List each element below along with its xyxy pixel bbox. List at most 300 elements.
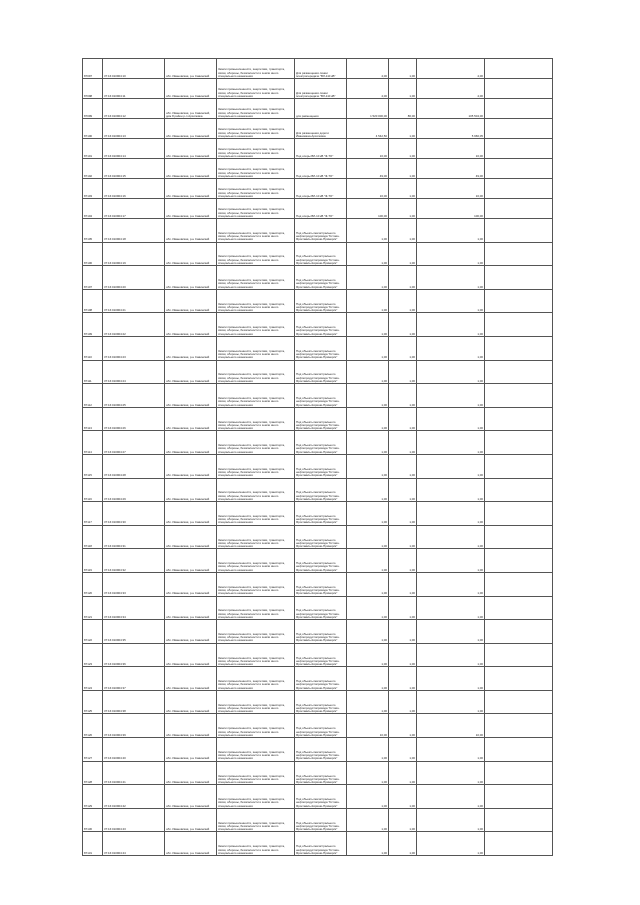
coefficient-cell: 1,00 [389, 79, 417, 99]
permitted-use-cell: Под объекты магистрального нефтепродуктопровода "Кстово-Ярославль-Кириши-Приморск" [295, 454, 347, 478]
permitted-use-cell: Под объекты магистрального нефтепродуктопровода "Кстово-Ярославль-Кириши-Приморск" [295, 525, 347, 549]
area-cell: 4,00 [347, 59, 389, 79]
cadastral-value-cell: 1,00 [417, 266, 485, 290]
coefficient-cell: 1,00 [389, 336, 417, 360]
land-category-cell: Земли промышленности, энергетики, транспорта, связи, обороны, безопасности и земли иного специального назначения [217, 139, 295, 159]
coefficient-cell: 1,00 [389, 360, 417, 384]
cadastral-number-cell: 37:16:010904:36 [103, 643, 165, 667]
table-row [83, 384, 553, 408]
cadastral-number-cell: 37:16:010904:15 [103, 159, 165, 179]
area-cell: 1,00 [347, 454, 389, 478]
record-number-cell: 87126 [83, 714, 103, 738]
empty-cell [485, 572, 553, 596]
area-cell: 1,00 [347, 761, 389, 785]
empty-cell [485, 139, 553, 159]
coefficient-cell: 1,00 [389, 59, 417, 79]
coefficient-cell: 1,00 [389, 596, 417, 620]
address-cell: обл. Ивановская, р-н Савинский [165, 502, 217, 526]
permitted-use-cell: Под объекты магистрального нефтепродуктопровода "Кстово-Ярославль-Кириши-Приморск" [295, 832, 347, 856]
record-number-cell: 87101 [83, 139, 103, 159]
area-cell: 1,00 [347, 525, 389, 549]
cadastral-number-cell: 37:16:010904:32 [103, 549, 165, 573]
cadastral-value-cell: 10,00 [417, 714, 485, 738]
coefficient-cell: 1,00 [389, 832, 417, 856]
cadastral-value-cell: 1,00 [417, 549, 485, 573]
permitted-use-cell: Под объекты магистрального нефтепродуктопровода "Кстово-Ярославль-Кириши-Приморск" [295, 289, 347, 313]
coefficient-cell: 1,00 [389, 266, 417, 290]
record-number-cell: 87099 [83, 99, 103, 119]
cadastral-number-cell: 37:16:010904:17 [103, 199, 165, 219]
area-cell: 1,00 [347, 785, 389, 809]
coefficient-cell: 1,00 [389, 525, 417, 549]
area-cell: 1,00 [347, 502, 389, 526]
permitted-use-cell: Под объекты магистрального нефтепродуктопровода "Кстово-Ярославль-Кириши-Приморск" [295, 266, 347, 290]
cadastral-number-cell: 37:16:010904:20 [103, 266, 165, 290]
address-cell: обл. Ивановская, р-н Савинский [165, 478, 217, 502]
cadastral-value-cell: 1,00 [417, 384, 485, 408]
land-category-cell: Земли промышленности, энергетики, транспорта, связи, обороны, безопасности и земли иного специального назначения [217, 289, 295, 313]
table-row [83, 431, 553, 455]
record-number-cell: 87113 [83, 407, 103, 431]
coefficient-cell: 1,00 [389, 199, 417, 219]
cadastral-number-cell: 37:16:010904:22 [103, 313, 165, 337]
land-category-cell: Земли промышленности, энергетики, транспорта, связи, обороны, безопасности и земли иного специального назначения [217, 407, 295, 431]
coefficient-cell: 1,00 [389, 159, 417, 179]
area-cell: 4 542,50 [347, 119, 389, 139]
coefficient-cell: 1,00 [389, 219, 417, 243]
table-row [83, 360, 553, 384]
land-category-cell: Земли промышленности, энергетики, транспорта, связи, обороны, безопасности и земли иного специального назначения [217, 119, 295, 139]
table-row [83, 119, 553, 139]
land-category-cell: Земли промышленности, энергетики, транспорта, связи, обороны, безопасности и земли иного специального назначения [217, 643, 295, 667]
record-number-cell: 87114 [83, 431, 103, 455]
empty-cell [485, 643, 553, 667]
cadastral-number-cell: 37:16:010904:27 [103, 431, 165, 455]
address-cell: обл. Ивановская, р-н Савинский [165, 59, 217, 79]
record-number-cell: 87130 [83, 808, 103, 832]
empty-cell [485, 478, 553, 502]
cadastral-number-cell: 37:16:010904:37 [103, 667, 165, 691]
record-number-cell: 87110 [83, 336, 103, 360]
empty-cell [485, 242, 553, 266]
cadastral-value-cell: 1,00 [417, 336, 485, 360]
record-number-cell: 87098 [83, 79, 103, 99]
record-number-cell: 87117 [83, 502, 103, 526]
empty-cell [485, 761, 553, 785]
record-number-cell: 87125 [83, 690, 103, 714]
table-row [83, 219, 553, 243]
address-cell: обл. Ивановская, р-н Савинский [165, 690, 217, 714]
cadastral-number-cell: 37:16:010904:18 [103, 219, 165, 243]
table-row [83, 336, 553, 360]
land-category-cell: Земли промышленности, энергетики, транспорта, связи, обороны, безопасности и земли иного специального назначения [217, 785, 295, 809]
land-category-cell: Земли промышленности, энергетики, транспорта, связи, обороны, безопасности и земли иного специального назначения [217, 549, 295, 573]
coefficient-cell: 1,00 [389, 119, 417, 139]
address-cell: обл. Ивановская, р-н Савинский [165, 407, 217, 431]
address-cell: обл. Ивановская, р-н Савинский [165, 119, 217, 139]
table-row [83, 179, 553, 199]
cadastral-value-cell: 1,00 [417, 785, 485, 809]
permitted-use-cell: Для размещения линии электропередачи "ВЛ-110 кВ" [295, 59, 347, 79]
cadastral-value-cell: 49,00 [417, 159, 485, 179]
cadastral-value-cell: 1,00 [417, 643, 485, 667]
land-category-cell: Земли промышленности, энергетики, транспорта, связи, обороны, безопасности и земли иного специального назначения [217, 761, 295, 785]
record-number-cell: 87111 [83, 360, 103, 384]
coefficient-cell: 1,00 [389, 572, 417, 596]
cadastral-value-cell: 1,00 [417, 313, 485, 337]
coefficient-cell: 1,00 [389, 714, 417, 738]
permitted-use-cell: Под объекты магистрального нефтепродуктопровода "Кстово-Ярославль-Кириши-Приморск" [295, 643, 347, 667]
cadastral-number-cell: 37:16:010904:21 [103, 289, 165, 313]
address-cell: обл. Ивановская, р-н Савинский [165, 572, 217, 596]
table-row [83, 59, 553, 79]
coefficient-cell: 1,00 [389, 431, 417, 455]
land-category-cell: Земли промышленности, энергетики, транспорта, связи, обороны, безопасности и земли иного специального назначения [217, 336, 295, 360]
record-number-cell: 87118 [83, 525, 103, 549]
table-row [83, 690, 553, 714]
table-row [83, 808, 553, 832]
table-row [83, 572, 553, 596]
permitted-use-cell: Под объекты магистрального нефтепродуктопровода "Кстово-Ярославль-Кириши-Приморск" [295, 407, 347, 431]
empty-cell [485, 620, 553, 644]
address-cell: обл. Ивановская, р-н Савинский [165, 714, 217, 738]
coefficient-cell: 1,00 [389, 179, 417, 199]
table-row [83, 761, 553, 785]
coefficient-cell: 1,00 [389, 313, 417, 337]
table-row [83, 596, 553, 620]
address-cell: обл. Ивановская, р-н Савинский [165, 808, 217, 832]
empty-cell [485, 431, 553, 455]
cadastral-number-cell: 37:16:010904:24 [103, 360, 165, 384]
land-category-cell: Земли промышленности, энергетики, транспорта, связи, обороны, безопасности и земли иного специального назначения [217, 219, 295, 243]
land-category-cell: Земли промышленности, энергетики, транспорта, связи, обороны, безопасности и земли иного специального назначения [217, 431, 295, 455]
area-cell: 1,00 [347, 407, 389, 431]
empty-cell [485, 360, 553, 384]
record-number-cell: 87123 [83, 643, 103, 667]
empty-cell [485, 266, 553, 290]
area-cell: 1,00 [347, 266, 389, 290]
area-cell: 16,00 [347, 179, 389, 199]
permitted-use-cell: Под объекты магистрального нефтепродуктопровода "Кстово-Ярославль-Кириши-Приморск" [295, 313, 347, 337]
empty-cell [485, 714, 553, 738]
land-category-cell: Земли промышленности, энергетики, транспорта, связи, обороны, безопасности и земли иного специального назначения [217, 690, 295, 714]
address-cell: обл. Ивановская, р-н Савинский [165, 242, 217, 266]
permitted-use-cell: Под объекты магистрального нефтепродуктопровода "Кстово-Ярославль-Кириши-Приморск" [295, 596, 347, 620]
address-cell: обл. Ивановская, р-н Савинский [165, 219, 217, 243]
land-category-cell: Земли промышленности, энергетики, транспорта, связи, обороны, безопасности и земли иного специального назначения [217, 714, 295, 738]
cadastral-value-cell: 5 966,05 [417, 119, 485, 139]
cadastral-value-cell: 1,00 [417, 407, 485, 431]
area-cell: 1,00 [347, 549, 389, 573]
table-row [83, 667, 553, 691]
cadastral-number-cell: 37:16:010904:43 [103, 808, 165, 832]
address-cell: обл. Ивановская, р-н Савинский [165, 431, 217, 455]
area-cell: 1,00 [347, 667, 389, 691]
coefficient-cell: 1,00 [389, 620, 417, 644]
table-row [83, 79, 553, 99]
address-cell: обл. Ивановская, р-н Савинский [165, 738, 217, 762]
area-cell: 1,00 [347, 242, 389, 266]
coefficient-cell: 1,00 [389, 139, 417, 159]
empty-cell [485, 313, 553, 337]
empty-cell [485, 832, 553, 856]
land-category-cell: Земли промышленности, энергетики, транспорта, связи, обороны, безопасности и земли иного специального назначения [217, 59, 295, 79]
record-number-cell: 87119 [83, 549, 103, 573]
table-row [83, 643, 553, 667]
record-number-cell: 87116 [83, 478, 103, 502]
table-row [83, 159, 553, 179]
land-category-cell: Земли промышленности, энергетики, транспорта, связи, обороны, безопасности и земли иного специального назначения [217, 313, 295, 337]
empty-cell [485, 99, 553, 119]
table-row [83, 738, 553, 762]
area-cell: 1,00 [347, 832, 389, 856]
address-cell: обл. Ивановская, р-н Савинский [165, 360, 217, 384]
area-cell: 1,00 [347, 360, 389, 384]
area-cell: 1,00 [347, 808, 389, 832]
area-cell: 1,00 [347, 336, 389, 360]
permitted-use-cell: Под опоры ВЛ-10 кВ "Ф-ТО" [295, 139, 347, 159]
land-category-cell: Земли промышленности, энергетики, транспорта, связи, обороны, безопасности и земли иного специального назначения [217, 159, 295, 179]
land-category-cell: Земли промышленности, энергетики, транспорта, связи, обороны, безопасности и земли иного специального назначения [217, 808, 295, 832]
address-cell: обл. Ивановская, р-н Савинский [165, 336, 217, 360]
address-cell: обл. Ивановская, р-н Савинский [165, 199, 217, 219]
table-row [83, 407, 553, 431]
table-row [83, 620, 553, 644]
empty-cell [485, 407, 553, 431]
cadastral-value-cell: 1,00 [417, 360, 485, 384]
cadastral-number-cell: 37:16:010904:33 [103, 572, 165, 596]
area-cell: 1 520 000,00 [347, 99, 389, 119]
record-number-cell: 87104 [83, 199, 103, 219]
area-cell: 16,00 [347, 139, 389, 159]
empty-cell [485, 454, 553, 478]
record-number-cell: 87103 [83, 179, 103, 199]
address-cell: обл. Ивановская, р-н Савинский [165, 139, 217, 159]
record-number-cell: 87115 [83, 454, 103, 478]
cadastral-number-cell: 37:16:010904:14 [103, 139, 165, 159]
land-category-cell: Земли промышленности, энергетики, транспорта, связи, обороны, безопасности и земли иного специального назначения [217, 832, 295, 856]
cadastral-number-cell: 37:16:010904:42 [103, 785, 165, 809]
permitted-use-cell: для размещения [295, 99, 347, 119]
land-category-cell: Земли промышленности, энергетики, транспорта, связи, обороны, безопасности и земли иного специального назначения [217, 99, 295, 119]
record-number-cell: 87106 [83, 242, 103, 266]
permitted-use-cell: Под объекты магистрального нефтепродуктопровода "Кстово-Ярославль-Кириши-Приморск" [295, 219, 347, 243]
table-row [83, 313, 553, 337]
empty-cell [485, 738, 553, 762]
table-row [83, 99, 553, 119]
address-cell: обл. Ивановская, р-н Савинский [165, 620, 217, 644]
empty-cell [485, 690, 553, 714]
empty-cell [485, 59, 553, 79]
record-number-cell: 87109 [83, 313, 103, 337]
coefficient-cell: 1,00 [389, 808, 417, 832]
cadastral-value-cell: 16,00 [417, 139, 485, 159]
cadastral-number-cell: 37:16:010904:23 [103, 336, 165, 360]
cadastral-value-cell: 100,00 [417, 199, 485, 219]
cadastral-number-cell: 37:16:010904:16 [103, 179, 165, 199]
land-category-cell: Земли промышленности, энергетики, транспорта, связи, обороны, безопасности и земли иного специального назначения [217, 384, 295, 408]
cadastral-value-cell: 1,00 [417, 596, 485, 620]
table-row [83, 549, 553, 573]
empty-cell [485, 336, 553, 360]
area-cell: 1,00 [347, 219, 389, 243]
land-category-cell: Земли промышленности, энергетики, транспорта, связи, обороны, безопасности и земли иного специального назначения [217, 502, 295, 526]
permitted-use-cell: Под объекты магистрального нефтепродуктопровода "Кстово-Ярославль-Кириши-Приморск" [295, 384, 347, 408]
land-category-cell: Земли промышленности, энергетики, транспорта, связи, обороны, безопасности и земли иного специального назначения [217, 667, 295, 691]
record-number-cell: 87107 [83, 266, 103, 290]
land-category-cell: Земли промышленности, энергетики, транспорта, связи, обороны, безопасности и земли иного специального назначения [217, 620, 295, 644]
permitted-use-cell: Под объекты магистрального нефтепродуктопровода "Кстово-Ярославль-Кириши-Приморск" [295, 761, 347, 785]
coefficient-cell: 1,00 [389, 242, 417, 266]
coefficient-cell: 1,00 [389, 454, 417, 478]
empty-cell [485, 179, 553, 199]
cadastral-number-cell: 37:16:010904:19 [103, 242, 165, 266]
cadastral-value-cell: 1,00 [417, 572, 485, 596]
record-number-cell: 87105 [83, 219, 103, 243]
table-row [83, 478, 553, 502]
permitted-use-cell: Под объекты магистрального нефтепродуктопровода "Кстово-Ярославль-Кириши-Приморск" [295, 360, 347, 384]
cadastral-value-cell: 1,00 [417, 738, 485, 762]
address-cell: обл. Ивановская, р-н Савинский [165, 525, 217, 549]
cadastral-number-cell: 37:16:010904:25 [103, 384, 165, 408]
address-cell: обл. Ивановская, р-н Савинский [165, 549, 217, 573]
land-category-cell: Земли промышленности, энергетики, транспорта, связи, обороны, безопасности и земли иного специального назначения [217, 454, 295, 478]
record-number-cell: 87120 [83, 572, 103, 596]
empty-cell [485, 384, 553, 408]
empty-cell [485, 119, 553, 139]
cadastral-number-cell: 37:16:010904:10 [103, 59, 165, 79]
record-number-cell: 87124 [83, 667, 103, 691]
address-cell: обл. Ивановская, р-н Савинский [165, 667, 217, 691]
empty-cell [485, 549, 553, 573]
record-number-cell: 87097 [83, 59, 103, 79]
permitted-use-cell: Под объекты магистрального нефтепродуктопровода "Кстово-Ярославль-Кириши-Приморск" [295, 242, 347, 266]
empty-cell [485, 525, 553, 549]
table-row [83, 525, 553, 549]
table-row [83, 832, 553, 856]
land-category-cell: Земли промышленности, энергетики, транспорта, связи, обороны, безопасности и земли иного специального назначения [217, 360, 295, 384]
coefficient-cell: 1,00 [389, 738, 417, 762]
area-cell: 1,00 [347, 478, 389, 502]
coefficient-cell: 1,00 [389, 407, 417, 431]
coefficient-cell: 1,00 [389, 384, 417, 408]
permitted-use-cell: Под объекты магистрального нефтепродуктопровода "Кстово-Ярославль-Кириши-Приморск" [295, 549, 347, 573]
cadastral-number-cell: 37:16:010904:41 [103, 761, 165, 785]
coefficient-cell: 1,00 [389, 667, 417, 691]
address-cell: обл. Ивановская, р-н Савинский [165, 159, 217, 179]
area-cell: 1,00 [347, 313, 389, 337]
permitted-use-cell: Под объекты магистрального нефтепродуктопровода "Кстово-Ярославль-Кириши-Приморск" [295, 690, 347, 714]
cadastral-value-cell: 1,00 [417, 667, 485, 691]
permitted-use-cell: Под объекты магистрального нефтепродуктопровода "Кстово-Ярославль-Кириши-Приморск" [295, 785, 347, 809]
record-number-cell: 87131 [83, 832, 103, 856]
area-cell: 1,00 [347, 596, 389, 620]
area-cell: 49,00 [347, 159, 389, 179]
cadastral-value-cell: 105 504,00 [417, 99, 485, 119]
coefficient-cell: 1,00 [389, 643, 417, 667]
coefficient-cell: 1,00 [389, 690, 417, 714]
coefficient-cell: 1,00 [389, 478, 417, 502]
record-number-cell: 87129 [83, 785, 103, 809]
cadastral-number-cell: 37:16:010904:35 [103, 620, 165, 644]
table-row [83, 199, 553, 219]
table-row [83, 266, 553, 290]
empty-cell [485, 667, 553, 691]
record-number-cell: 87102 [83, 159, 103, 179]
cadastral-value-cell: 1,00 [417, 620, 485, 644]
cadastral-value-cell: 1,00 [417, 832, 485, 856]
land-category-cell: Земли промышленности, энергетики, транспорта, связи, обороны, безопасности и земли иного специального назначения [217, 79, 295, 99]
address-cell: обл. Ивановская, р-н Савинский [165, 596, 217, 620]
permitted-use-cell: Для размещения дороги Ивановкая-Архиповка [295, 119, 347, 139]
address-cell: обл. Ивановская, р-н Савинский [165, 832, 217, 856]
empty-cell [485, 808, 553, 832]
land-category-cell: Земли промышленности, энергетики, транспорта, связи, обороны, безопасности и земли иного специального назначения [217, 596, 295, 620]
cadastral-value-cell: 1,00 [417, 454, 485, 478]
address-cell: обл. Ивановская, р-н Савинский [165, 454, 217, 478]
permitted-use-cell: Под объекты магистрального нефтепродуктопровода "Кстово-Ярославль-Кириши-Приморск" [295, 572, 347, 596]
area-cell: 1,00 [347, 738, 389, 762]
empty-cell [485, 785, 553, 809]
cadastral-value-cell: 1,00 [417, 690, 485, 714]
coefficient-cell: 1,00 [389, 502, 417, 526]
permitted-use-cell: Под объекты магистрального нефтепродуктопровода "Кстово-Ярославль-Кириши-Приморск" [295, 738, 347, 762]
address-cell: обл. Ивановская, р-н Савинский [165, 289, 217, 313]
cadastral-value-cell: 1,00 [417, 525, 485, 549]
permitted-use-cell: Под объекты магистрального нефтепродуктопровода "Кстово-Ярославль-Кириши-Приморск" [295, 667, 347, 691]
address-cell: обл. Ивановская, р-н Савинский [165, 643, 217, 667]
permitted-use-cell: Под объекты магистрального нефтепродуктопровода "Кстово-Ярославль-Кириши-Приморск" [295, 502, 347, 526]
cadastral-number-cell: 37:16:010904:38 [103, 690, 165, 714]
cadastral-value-cell: 4,00 [417, 79, 485, 99]
land-category-cell: Земли промышленности, энергетики, транспорта, связи, обороны, безопасности и земли иного специального назначения [217, 478, 295, 502]
coefficient-cell: 1,00 [389, 761, 417, 785]
land-category-cell: Земли промышленности, энергетики, транспорта, связи, обороны, безопасности и земли иного специального назначения [217, 738, 295, 762]
address-cell: обл. Ивановская, р-н Савинский [165, 761, 217, 785]
area-cell: 1,00 [347, 620, 389, 644]
coefficient-cell: 1,00 [389, 289, 417, 313]
record-number-cell: 87121 [83, 596, 103, 620]
address-cell: обл. Ивановская, р-н Савинский [165, 785, 217, 809]
land-category-cell: Земли промышленности, энергетики, транспорта, связи, обороны, безопасности и земли иного специального назначения [217, 179, 295, 199]
address-cell: обл. Ивановская, р-н Савинский [165, 384, 217, 408]
permitted-use-cell: Под опоры ВЛ-10 кВ "Ф-ТО" [295, 199, 347, 219]
cadastral-number-cell: 37:16:010904:12 [103, 99, 165, 119]
cadastral-value-cell: 1,00 [417, 431, 485, 455]
land-category-cell: Земли промышленности, энергетики, транспорта, связи, обороны, безопасности и земли иного специального назначения [217, 199, 295, 219]
cadastral-number-cell: 37:16:010904:40 [103, 738, 165, 762]
land-registry-table [82, 58, 553, 856]
record-number-cell: 87108 [83, 289, 103, 313]
area-cell: 100,00 [347, 199, 389, 219]
cadastral-number-cell: 37:16:010904:30 [103, 502, 165, 526]
area-cell: 1,00 [347, 643, 389, 667]
area-cell: 1,00 [347, 572, 389, 596]
cadastral-value-cell: 4,00 [417, 59, 485, 79]
cadastral-number-cell: 37:16:010904:28 [103, 454, 165, 478]
permitted-use-cell: Под опоры ВЛ-10 кВ "Ф-ТО" [295, 159, 347, 179]
cadastral-number-cell: 37:16:010904:26 [103, 407, 165, 431]
area-cell: 1,00 [347, 690, 389, 714]
area-cell: 10,00 [347, 714, 389, 738]
cadastral-number-cell: 37:16:010904:29 [103, 478, 165, 502]
record-number-cell: 87127 [83, 738, 103, 762]
land-category-cell: Земли промышленности, энергетики, транспорта, связи, обороны, безопасности и земли иного специального назначения [217, 242, 295, 266]
cadastral-value-cell: 1,00 [417, 219, 485, 243]
empty-cell [485, 199, 553, 219]
cadastral-value-cell: 1,00 [417, 761, 485, 785]
table-row [83, 242, 553, 266]
